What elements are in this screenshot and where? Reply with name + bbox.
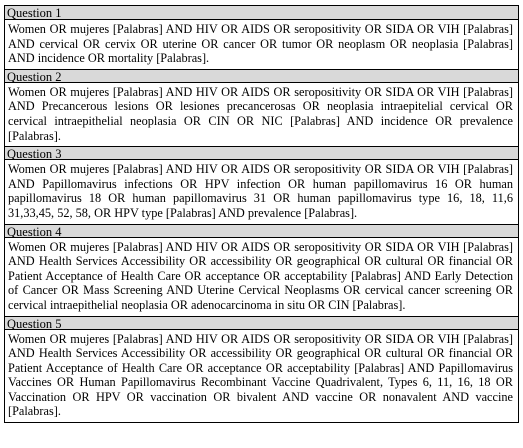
question-1-header: Question 1 — [5, 6, 518, 20]
question-4-search-string: Women OR mujeres [Palabras] AND HIV OR AIDS OR seropositivity OR SIDA OR VIH [Palabras] AND Health Services Accessibility OR accessibility OR geographical OR cultural OR financial OR Patient Acceptance of Health Care OR acceptance OR acceptability [Palabras] AND Early Detection of Cancer OR Mass Screening AND Uterine Cervical Neoplasms OR cervical cancer screening OR cervical intraepithelial neoplasia OR adenocarcinoma in situ OR CIN [Palabras]. — [8, 239, 513, 312]
question-2-search-string: Women OR mujeres [Palabras] AND HIV OR AIDS OR seropositivity OR SIDA OR VIH [Palabras] AND Precancerous lesions OR lesiones precancerosas OR neoplasia intraepitelial cervical OR cervical intraepithelial neoplasia OR CIN OR NIC [Palabras] AND incidence OR prevalence [Palabras]. — [8, 84, 513, 143]
question-3-header: Question 3 — [5, 146, 518, 160]
question-5-search-string: Women OR mujeres [Palabras] AND HIV OR AIDS OR seropositivity OR SIDA OR VIH [Palabras] AND Health Services Accessibility OR accessibility OR geographical OR cultural OR financial OR Patient Acceptance of Health Care OR acceptance OR acceptability [Palabras] AND Papillomavirus Vaccines OR Human Papillomavirus Recombinant Vaccine Quadrivalent, Types 6, 11, 16, 18 OR Vaccination OR HPV OR vaccination OR bivalent AND vaccine OR nonavalent AND vaccine [Palabras]. — [8, 331, 513, 419]
question-5-header: Question 5 — [5, 316, 518, 330]
question-4-header: Question 4 — [5, 224, 518, 238]
question-3-search-string: Women OR mujeres [Palabras] AND HIV OR AIDS OR seropositivity OR SIDA OR VIH [Palabras] AND Papillomavirus infections OR HPV infection OR human papillomavirus 16 OR human papillomavirus 18 OR human papillomavirus 31 OR human papillomavirus type 16, 18, 11,6 31,33,45, 52, 58, OR HPV type [Palabras] AND prevalence [Palabras]. — [8, 162, 513, 220]
question-1-search-string: Women OR mujeres [Palabras] AND HIV OR AIDS OR seropositivity OR SIDA OR VIH [Palabras] AND cervical OR cervix OR uterine OR cancer OR tumor OR neoplasm OR neoplasia [Palabras] AND incidence OR mortality [Palabras]. — [8, 22, 513, 66]
search-strategy-table — [4, 5, 519, 423]
question-2-header: Question 2 — [5, 69, 518, 83]
